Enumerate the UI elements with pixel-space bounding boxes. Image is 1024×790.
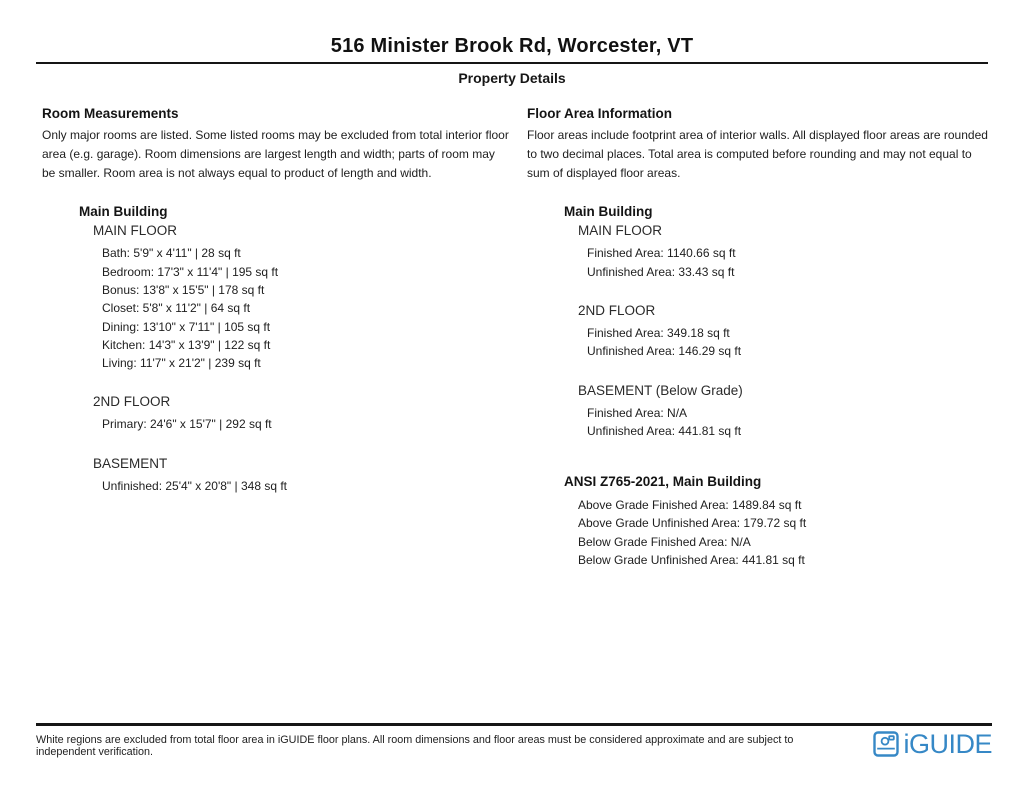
room-measurements-description: Only major rooms are listed. Some listed rooms may be excluded from total interior floor area (e.g. garage). Room dimensions are largest length and width; parts of room may be smaller. Room area is not always equal to product of length and width. [42, 128, 509, 180]
iguide-camera-icon [873, 731, 899, 757]
room-measurement-item: Closet: 5'8" x 11'2" | 64 sq ft [102, 301, 251, 316]
floor-name: MAIN FLOOR [93, 223, 178, 239]
footer-disclaimer: White regions are excluded from total floor area in iGUIDE floor plans. All room dimensions and floor areas must be considered approximate and are subject to independent verification. [36, 734, 794, 758]
page-footer [36, 723, 992, 758]
building-name: Main Building [79, 204, 168, 220]
room-measurement-item: Bedroom: 17'3" x 11'4" | 195 sq ft [102, 264, 279, 279]
room-measurements-building [42, 204, 510, 495]
floor-area-item: Unfinished Area: 33.43 sq ft [587, 264, 735, 279]
ansi-area-item: Above Grade Finished Area: 1489.84 sq ft [578, 498, 802, 513]
floor-area-item: Finished Area: 349.18 sq ft [587, 325, 730, 340]
area-block-basement [564, 382, 995, 441]
page-subtitle: Property Details [458, 70, 566, 86]
room-measurement-item: Dining: 13'10" x 7'11" | 105 sq ft [102, 319, 271, 334]
floor-area-building [527, 204, 995, 440]
room-measurement-item: Unfinished: 25'4" x 20'8" | 348 sq ft [102, 478, 287, 493]
ansi-heading: ANSI Z765-2021, Main Building [564, 474, 762, 490]
room-measurements-section [42, 106, 510, 495]
floor-area-description: Floor areas include footprint area of interior walls. All displayed floor areas are rounded to two decimal places. Total area is computed before rounding and may not equal to sum of displayed floor areas. [527, 128, 988, 180]
room-measurement-item: Bonus: 13'8" x 15'5" | 178 sq ft [102, 282, 265, 297]
floor-name: MAIN FLOOR [578, 223, 663, 239]
room-measurement-item: Primary: 24'6" x 15'7" | 292 sq ft [102, 417, 272, 432]
page-title: 516 Minister Brook Rd, Worcester, VT [330, 35, 694, 57]
ansi-area-item: Below Grade Finished Area: N/A [578, 534, 751, 549]
floor-name: 2ND FLOOR [578, 302, 656, 318]
floor-area-section [527, 106, 995, 569]
ansi-summary-block [527, 473, 995, 569]
ansi-area-item: Below Grade Unfinished Area: 441.81 sq ft [578, 553, 805, 568]
page-header [0, 0, 1024, 86]
area-block-2nd-floor [564, 302, 995, 361]
iguide-logo-text: iGUIDE [903, 729, 992, 759]
floor-area-item: Finished Area: 1140.66 sq ft [587, 246, 736, 261]
ansi-area-item: Above Grade Unfinished Area: 179.72 sq ft [578, 516, 807, 531]
area-block-main-floor [564, 222, 995, 281]
iguide-logo [873, 731, 992, 757]
floor-area-item: Unfinished Area: 441.81 sq ft [587, 423, 742, 438]
floor-block-2nd-floor [79, 393, 510, 433]
floor-block-main-floor [79, 222, 510, 372]
header-divider [36, 62, 988, 64]
room-measurement-item: Kitchen: 14'3" x 13'9" | 122 sq ft [102, 337, 271, 352]
floor-area-item: Finished Area: N/A [587, 405, 688, 420]
floor-name: BASEMENT [93, 455, 168, 471]
building-name: Main Building [564, 204, 653, 220]
floor-block-basement [79, 455, 510, 495]
room-measurement-item: Living: 11'7" x 21'2" | 239 sq ft [102, 356, 261, 371]
room-measurements-heading: Room Measurements [42, 106, 179, 121]
room-measurement-item: Bath: 5'9" x 4'11" | 28 sq ft [102, 246, 241, 261]
floor-area-item: Unfinished Area: 146.29 sq ft [587, 344, 742, 359]
floor-name: BASEMENT (Below Grade) [578, 382, 743, 398]
floor-name: 2ND FLOOR [93, 394, 171, 410]
floor-area-heading: Floor Area Information [527, 106, 673, 121]
